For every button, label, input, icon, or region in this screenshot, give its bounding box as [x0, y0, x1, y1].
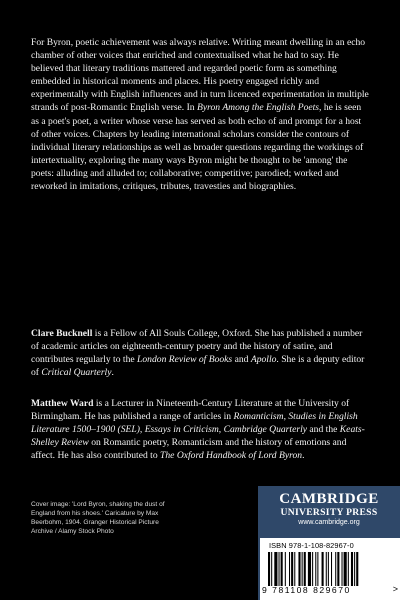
barcode-bar — [268, 552, 270, 586]
publication-title: Critical Quarterly — [41, 367, 112, 379]
publication-title: London Review of Books — [137, 354, 233, 366]
barcode-bar — [322, 552, 324, 586]
barcode-bar — [289, 552, 290, 586]
publication-title: The Oxford Handbook of Lord Byron — [160, 450, 303, 462]
barcode-bar — [344, 552, 347, 586]
editor-name: Matthew Ward — [31, 398, 94, 409]
isbn-label: ISBN 978-1-108-82967-0 — [269, 541, 354, 550]
barcode-bar — [294, 552, 295, 586]
editor-bio-matthew-ward — [31, 397, 370, 462]
barcode-bar — [326, 552, 327, 586]
barcode-bar — [354, 552, 355, 586]
barcode-bar — [342, 552, 343, 586]
barcode-bar — [337, 552, 339, 586]
barcode-bar — [279, 552, 280, 586]
cover-image-credit: Cover image: 'Lord Byron, shaking the dust of England from his shoes.' Caricature by Max Beerbohm, 1904. Granger Historical Picture Archive / Alamy Stock Photo — [31, 501, 165, 535]
barcode-bar — [308, 552, 311, 586]
barcode-bar — [315, 552, 316, 586]
barcode-bar — [291, 552, 293, 586]
book-description — [31, 36, 370, 193]
bio-text: and the — [307, 424, 340, 436]
editor-bio-clare-bucknell — [31, 327, 370, 379]
editor-name: Clare Bucknell — [31, 328, 93, 339]
barcode-bar — [351, 552, 353, 586]
barcode-bar — [335, 552, 336, 586]
isbn-barcode — [260, 538, 400, 600]
bio-text: is a Lecturer in Nineteenth-Century Literature at the University of Birmingham. He has published a range of articles in — [31, 398, 350, 423]
barcode-bar — [348, 552, 349, 586]
publisher-subtitle: UNIVERSITY PRESS — [280, 507, 378, 518]
barcode-bar — [356, 552, 358, 586]
barcode-bars — [268, 552, 394, 586]
barcode-bar — [271, 552, 272, 586]
barcode-bar — [317, 552, 318, 586]
barcode-bar — [281, 552, 283, 586]
publisher-box — [258, 486, 400, 600]
barcode-bar — [304, 552, 306, 586]
bio-text: and — [232, 354, 251, 366]
bio-text: . — [111, 367, 114, 379]
barcode-bar — [312, 552, 313, 586]
description-text-part2: , he is seen as a poet's poet, a writer whose verse has served as both echo of and prompt for a host of other voices. Chapters by leading international scholars consider the contours of individual literary relationships as well as broader questions regarding the workings of intertextuality, exploring the many ways Byron might be thought to be 'among' the poets: alluding and alluded to; collaborative; competitive; parodied; worked and reworked in imitations, critiques, tributes, travesties and biographies. — [31, 102, 364, 193]
barcode-digits: 9 781108 829670 — [262, 585, 351, 595]
barcode-chevron: > — [392, 584, 398, 594]
bio-text: . She is a deputy editor of — [31, 354, 365, 379]
bio-text: on Romantic poetry, Romanticism and the history of emotions and affect. He has also contributed to — [31, 437, 347, 462]
publication-title: Keats-Shelley Review — [31, 424, 365, 449]
bio-text: is a Fellow of All Souls College, Oxford. She has published a number of academic articles on eighteenth-century poetry and the history of satire, and contributes regularly to the — [31, 328, 363, 366]
publication-title: Apollo — [250, 354, 277, 366]
publisher-url: www.cambridge.org — [298, 519, 360, 526]
barcode-bar — [274, 552, 277, 586]
bio-text: . — [302, 450, 305, 462]
barcode-bar — [298, 552, 300, 586]
barcode-bar — [328, 552, 329, 586]
publication-title: Romanticism, Studies in English Literature 1500–1900 (SEL), Essays in Criticism, Cambridge Quarterly — [31, 411, 358, 436]
description-text-part1: For Byron, poetic achievement was always relative. Writing meant dwelling in an echo chamber of other voices that enriched and contextualised what he had to say. He believed that literary traditions mattered and regarded poetic form as something embedded in historical moments and places. His poetry engaged richly and experimentally with English influences and in turn licenced experimentation in multiple strands of post-Romantic English verse. In — [31, 37, 369, 114]
book-title: Byron Among the English Poets — [197, 102, 320, 114]
publisher-name: CAMBRIDGE — [279, 491, 379, 507]
description-paragraph — [31, 36, 370, 193]
barcode-bar — [302, 552, 303, 586]
barcode-bar — [331, 552, 332, 586]
barcode-bar — [285, 552, 286, 586]
